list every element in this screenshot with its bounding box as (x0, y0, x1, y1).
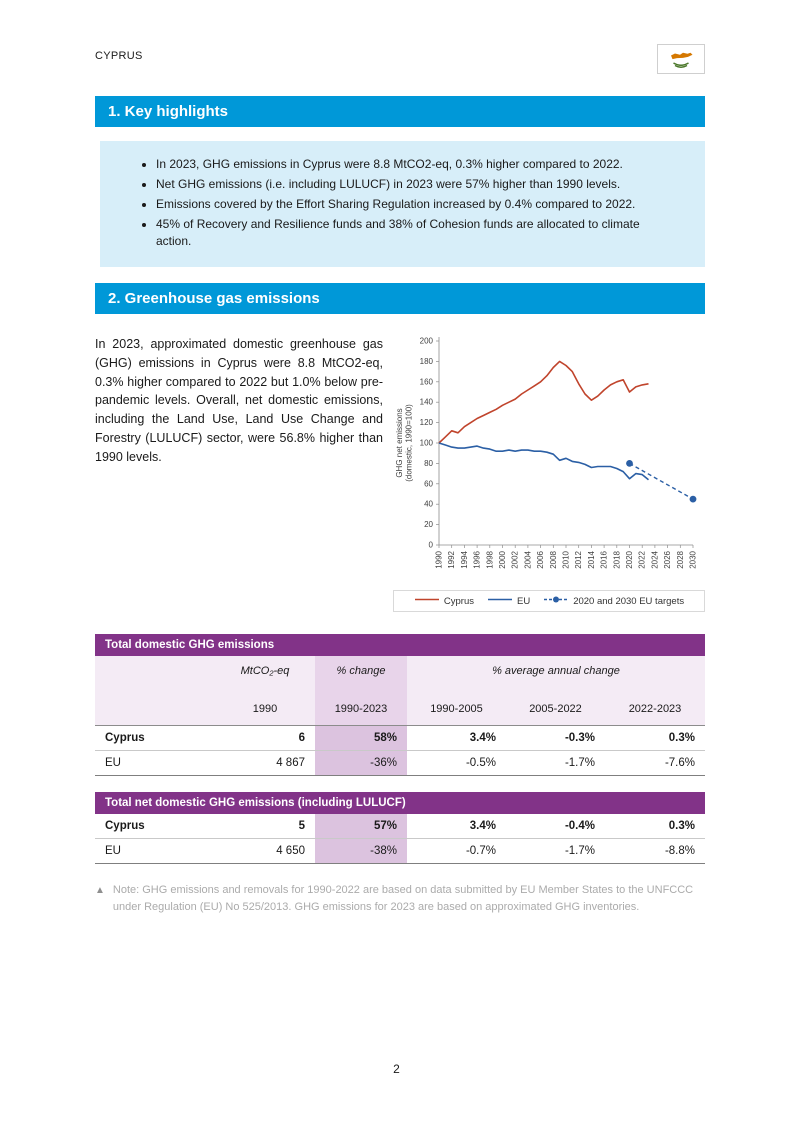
note-text: Note: GHG emissions and removals for 1990-2022 are based on data submitted by EU Member States to the UNFCCC under Regulation (EU) No 525/2013. GHG emissions for 2023 are based on approximated GHG inventories. (112, 884, 694, 913)
svg-text:140: 140 (419, 397, 433, 407)
table1-header-row-1 (95, 656, 705, 677)
net-emissions-table (95, 792, 705, 864)
section-1-header (95, 96, 705, 127)
eu-line-swatch (487, 595, 513, 607)
svg-text:180: 180 (419, 357, 433, 367)
emissions-block (95, 329, 705, 612)
svg-text:1992: 1992 (447, 551, 457, 569)
svg-text:160: 160 (419, 377, 433, 387)
svg-text:20: 20 (424, 520, 433, 530)
country-label: CYPRUS (95, 50, 143, 62)
cell-value: 6 (215, 726, 315, 751)
cell-avg1: 3.4% (407, 726, 506, 751)
key-highlights-box (100, 141, 705, 267)
table1-blank-header (95, 656, 215, 677)
svg-text:2026: 2026 (663, 551, 673, 569)
cell-change: -38% (315, 839, 407, 864)
net-emissions-table-wrap (95, 792, 705, 864)
svg-text:2028: 2028 (675, 551, 685, 569)
svg-text:(domestic, 1990=100): (domestic, 1990=100) (404, 404, 414, 482)
cell-change: 58% (315, 726, 407, 751)
legend-item-cyprus (414, 595, 474, 607)
svg-text:120: 120 (419, 418, 433, 428)
cell-avg2: -0.4% (564, 820, 595, 833)
cell-avg2: -1.7% (506, 751, 605, 776)
cell-value: 5 (298, 820, 305, 833)
cell-avg1: -0.5% (407, 751, 506, 776)
cell-value: 4 650 (215, 839, 315, 864)
svg-text:2014: 2014 (586, 551, 596, 569)
svg-text:1998: 1998 (485, 551, 495, 569)
row-label: EU (95, 839, 215, 864)
legend-item-targets (543, 595, 684, 607)
svg-text:0: 0 (428, 540, 433, 550)
table1-change-period: 1990-2023 (315, 677, 407, 726)
total-emissions-table (95, 634, 705, 776)
svg-text:60: 60 (424, 479, 433, 489)
table2-title-row (95, 792, 705, 814)
table1-row-cyprus (95, 726, 705, 751)
row-label: Cyprus (95, 726, 215, 751)
cell-change: -36% (315, 751, 407, 776)
section-2-header (95, 283, 705, 314)
targets-line-swatch (543, 595, 569, 607)
svg-text:2030: 2030 (688, 551, 698, 569)
row-label: EU (95, 751, 215, 776)
highlight-bullet-4: • 45% of Recovery and Resilience funds and 38% of Cohesion funds are allocated to climate action. (156, 216, 663, 250)
legend-label-cyprus: Cyprus (443, 595, 474, 607)
cell-avg3: 0.3% (668, 820, 695, 833)
table1-avg-period-3: 2022-2023 (605, 677, 705, 726)
legend-label-eu: EU (516, 595, 531, 607)
svg-text:80: 80 (424, 459, 433, 469)
table1-change-header: % change (315, 656, 407, 677)
ghg-chart-svg (393, 329, 705, 581)
table2-row-eu (95, 839, 705, 864)
total-emissions-table-wrap (95, 634, 705, 776)
table2-row-cyprus (95, 814, 705, 839)
legend-label-targets: 2020 and 2030 EU targets (573, 595, 685, 607)
table1-avg-period-2: 2005-2022 (506, 677, 605, 726)
table1-avg-header: % average annual change (407, 656, 705, 677)
cell-avg1: 3.4% (469, 820, 496, 833)
svg-text:2006: 2006 (536, 551, 546, 569)
table1-unit-header: MtCO₂-eq (215, 656, 315, 677)
table1-row-eu (95, 751, 705, 776)
row-label: Cyprus (105, 820, 145, 833)
svg-text:2022: 2022 (637, 551, 647, 569)
table1-unit-year: 1990 (215, 677, 315, 726)
cell-avg2: -0.3% (506, 726, 605, 751)
cell-avg2: -1.7% (506, 839, 605, 864)
svg-text:2016: 2016 (599, 551, 609, 569)
table1-header-row-2 (95, 677, 705, 726)
cell-avg3: -7.6% (605, 751, 705, 776)
cyprus-flag-svg (661, 47, 701, 71)
footnote (95, 882, 705, 915)
svg-text:2008: 2008 (548, 551, 558, 569)
svg-text:1994: 1994 (459, 551, 469, 569)
table1-title-row (95, 634, 705, 656)
cyprus-line-swatch (414, 595, 440, 607)
ghg-chart (393, 329, 705, 612)
page-number: 2 (393, 1062, 400, 1076)
svg-text:GHG net emissions: GHG net emissions (395, 408, 404, 478)
table1-avg-period-1: 1990-2005 (407, 677, 506, 726)
svg-text:40: 40 (424, 499, 433, 509)
cell-value: 4 867 (215, 751, 315, 776)
highlight-bullet-1: • In 2023, GHG emissions in Cyprus were 8.8 MtCO2-eq, 0.3% higher compared to 2022. (156, 156, 663, 173)
svg-text:1996: 1996 (472, 551, 482, 569)
cell-avg3: -8.8% (605, 839, 705, 864)
table1-title: Total domestic GHG emissions (95, 634, 705, 656)
svg-text:2012: 2012 (574, 551, 584, 569)
legend-item-eu (487, 595, 530, 607)
highlights-list (130, 156, 663, 250)
svg-text:2024: 2024 (650, 551, 660, 569)
svg-text:200: 200 (419, 336, 433, 346)
highlight-bullet-2: • Net GHG emissions (i.e. including LULUCF) in 2023 were 57% higher than 1990 levels. (156, 176, 663, 193)
note-triangle-icon: ▲ (95, 885, 105, 897)
cell-avg1: -0.7% (407, 839, 506, 864)
svg-text:2002: 2002 (510, 551, 520, 569)
highlight-bullet-3: • Emissions covered by the Effort Sharing Regulation increased by 0.4% compared to 2022. (156, 196, 663, 213)
svg-text:100: 100 (419, 438, 433, 448)
cell-avg3: 0.3% (605, 726, 705, 751)
cyprus-flag-icon (657, 44, 705, 74)
page-header (95, 44, 705, 78)
section-2-title: 2. Greenhouse gas emissions (108, 290, 320, 308)
svg-text:2010: 2010 (561, 551, 571, 569)
cell-change: 57% (315, 814, 407, 839)
svg-text:2020: 2020 (625, 551, 634, 569)
ghg-paragraph: In 2023, approximated domestic greenhouse gas (GHG) emissions in Cyprus were 8.8 MtCO2-eq, 0.3% higher compared to 2022 but 1.0% below pre-pandemic levels. Overall, net domestic emissions, including the Land Use, Land Use Change and Forestry (LULUCF) sector, were 56.8% higher than 1990 levels. (95, 337, 383, 464)
section-1-title: 1. Key highlights (108, 103, 229, 120)
svg-text:1990: 1990 (434, 551, 444, 569)
svg-text:2018: 2018 (612, 551, 622, 569)
svg-text:2000: 2000 (498, 551, 507, 569)
table2-title: Total net domestic GHG emissions (including LULUCF) (95, 792, 705, 814)
svg-text:2004: 2004 (523, 551, 533, 569)
chart-legend (393, 590, 705, 612)
